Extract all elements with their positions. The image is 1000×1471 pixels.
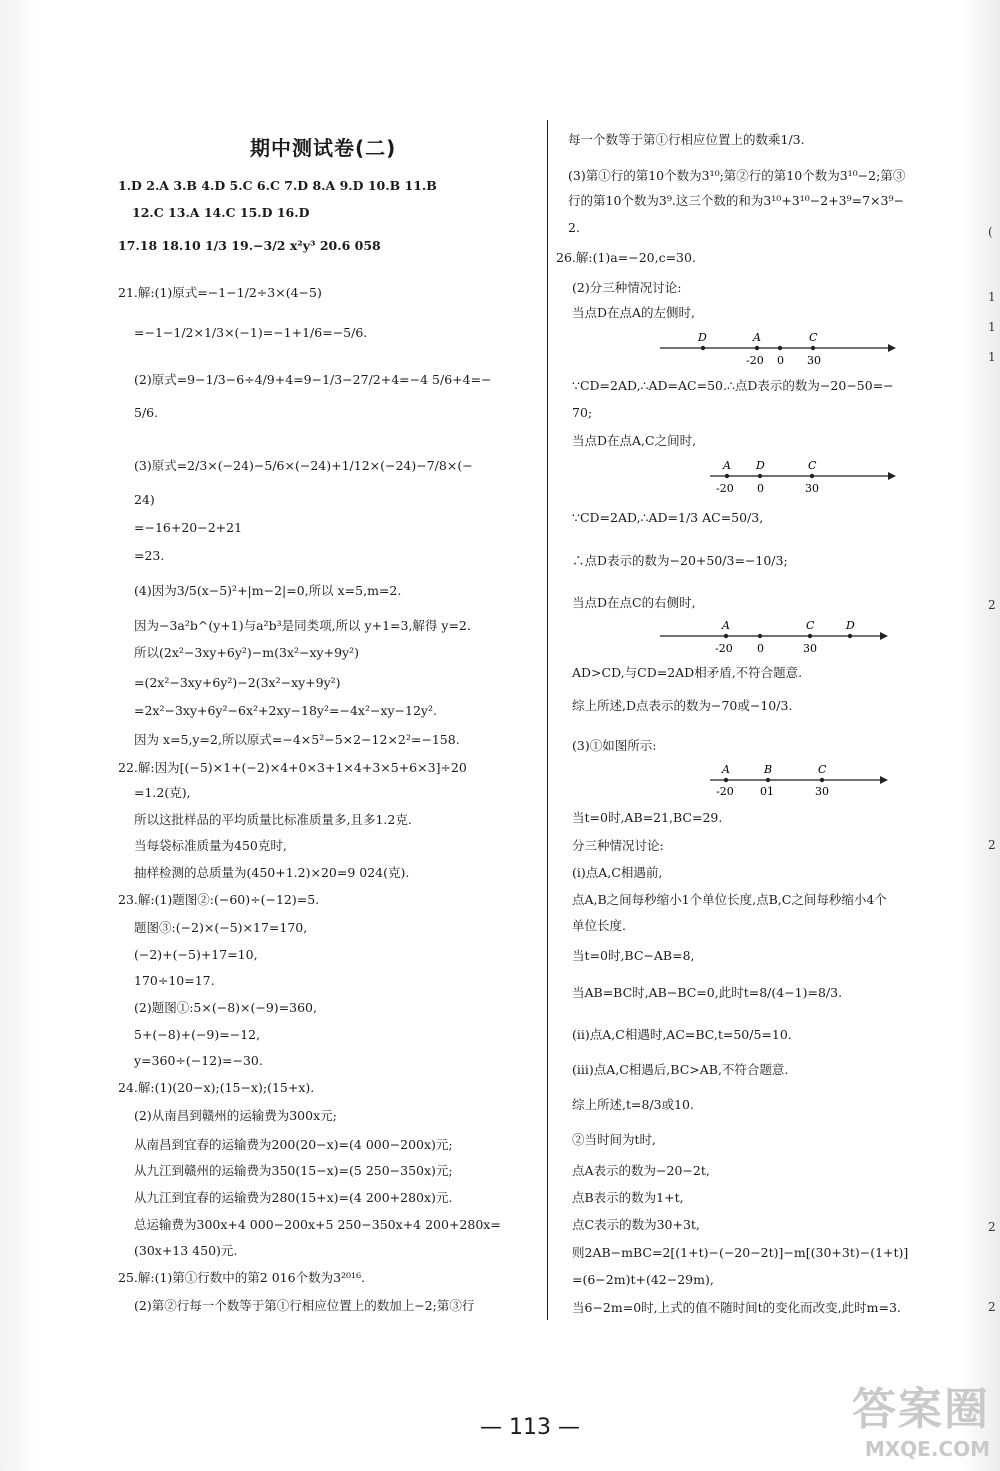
point-label: C	[809, 331, 818, 344]
q21-line: (3)原式=2/3×(−24)−5/6×(−24)+1/12×(−24)−7/8×(−	[134, 458, 473, 473]
watermark-text: 答案圈	[852, 1384, 990, 1435]
tick-label: 30	[807, 354, 821, 367]
q26-line: ∴点D表示的数为−20+50/3=−10/3;	[572, 553, 788, 568]
q26-line: 单位长度.	[572, 918, 626, 933]
q24-line: 从九江到赣州的运输费为350(15−x)=(5 250−350x)元;	[134, 1163, 453, 1178]
point-label: C	[818, 763, 827, 776]
q24-line: (30x+13 450)元.	[134, 1243, 238, 1258]
q21-line: =−1−1/2×1/3×(−1)=−1+1/6=−5/6.	[134, 325, 368, 340]
number-line-1	[660, 330, 900, 372]
q26-line: 70;	[572, 405, 593, 420]
q24-line: 总运输费为300x+4 000−200x+5 250−350x+4 200+280x=	[134, 1217, 501, 1232]
watermark	[852, 1373, 990, 1461]
q24-line: (2)从南昌到赣州的运输费为300x元;	[134, 1108, 337, 1123]
q21-line: 因为 x=5,y=2,所以原式=−4×5²−5×2−12×2²=−158.	[134, 732, 460, 747]
edge-fragment: 1	[988, 290, 996, 304]
tick-label: 30	[803, 642, 817, 655]
answers-row-2: 12.C 13.A 14.C 15.D 16.D	[132, 205, 310, 220]
q23-line: 题图③:(−2)×(−5)×17=170,	[134, 920, 308, 935]
q25-line: (2)第②行每一个数等于第①行相应位置上的数加上−2;第③行	[134, 1298, 475, 1313]
point-label: D	[846, 619, 855, 632]
tick-label: -20	[746, 354, 764, 367]
q26-line: 点C表示的数为30+3t,	[572, 1217, 700, 1232]
q21-line: =(2x²−3xy+6y²)−2(3x²−xy+9y²)	[134, 675, 341, 690]
q25-line: 25.解:(1)第①行数中的第2 016个数为3²⁰¹⁶.	[118, 1270, 366, 1285]
q25-cont: 2.	[568, 220, 580, 235]
q23-line: (2)题图①:5×(−8)×(−9)=360,	[134, 1000, 317, 1015]
column-divider	[547, 120, 548, 1320]
q26-line: 当点D在点C的右侧时,	[572, 595, 696, 610]
point-label: A	[723, 459, 731, 472]
q26-line: 则2AB−mBC=2[(1+t)−(−20−2t)]−m[(30+3t)−(1+t)]	[572, 1245, 909, 1260]
point-label: C	[808, 459, 817, 472]
tick-label: -20	[716, 785, 734, 798]
q21-line: 5/6.	[134, 405, 159, 420]
q26-line: (ⅲ)点A,C相遇后,BC>AB,不符合题意.	[572, 1062, 789, 1077]
q26-line: AD>CD,与CD=2AD相矛盾,不符合题意.	[572, 665, 803, 680]
q22-line: 抽样检测的总质量为(450+1.2)×20=9 024(克).	[134, 865, 410, 880]
q26-line: 当6−2m=0时,上式的值不随时间t的变化而改变,此时m=3.	[572, 1300, 901, 1315]
q22-line: 22.解:因为[(−5)×1+(−2)×4+0×3+1×4+3×5+6×3]÷20	[118, 760, 467, 775]
q26-line: (ⅱ)点A,C相遇时,AC=BC,t=50/5=10.	[572, 1027, 792, 1042]
edge-fragment: 1	[988, 350, 996, 364]
q23-line: 170÷10=17.	[134, 973, 215, 988]
number-line-2	[710, 458, 900, 500]
q26-line: 当t=0时,BC−AB=8,	[572, 948, 695, 963]
edge-fragment: 2	[988, 598, 996, 612]
q26-line: 26.解:(1)a=−20,c=30.	[556, 250, 696, 265]
q21-line: (4)因为3/5(x−5)²+|m−2|=0,所以 x=5,m=2.	[134, 583, 402, 598]
q26-line: 点B表示的数为1+t,	[572, 1190, 684, 1205]
tick-label: -20	[715, 642, 733, 655]
point-label: D	[756, 459, 765, 472]
edge-fragment: 2	[988, 1300, 996, 1314]
edge-fragment: 2	[988, 838, 996, 852]
q26-line: 点A表示的数为−20−2t,	[572, 1163, 710, 1178]
point-label: D	[698, 331, 707, 344]
tick-label: 30	[805, 482, 819, 495]
q23-line: (−2)+(−5)+17=10,	[134, 947, 258, 962]
tick-label: 0	[777, 354, 784, 367]
point-label: B	[764, 763, 773, 776]
q22-line: 当每袋标准质量为450克时,	[134, 838, 287, 853]
q23-line: y=360÷(−12)=−30.	[134, 1053, 263, 1068]
q25-cont: 每一个数等于第①行相应位置上的数乘1/3.	[568, 132, 805, 147]
q25-cont: 行的第10个数为3⁹.这三个数的和为3¹⁰+3¹⁰−2+3⁹=7×3⁹−	[568, 193, 904, 208]
q26-line: 当AB=BC时,AB−BC=0,此时t=8/(4−1)=8/3.	[572, 985, 843, 1000]
q22-line: 所以这批样品的平均质量比标准质量多,且多1.2克.	[134, 812, 412, 827]
q26-line: 综上所述,t=8/3或10.	[572, 1097, 694, 1112]
answers-row-1: 1.D 2.A 3.B 4.D 5.C 6.C 7.D 8.A 9.D 10.B 11.B	[118, 178, 437, 193]
q25-cont: (3)第①行的第10个数为3¹⁰;第②行的第10个数为3¹⁰−2;第③	[568, 168, 906, 183]
point-label: A	[722, 763, 730, 776]
answers-row-3: 17.18 18.10 1/3 19.−3/2 x²y³ 20.6 058	[118, 238, 381, 253]
tick-label: -20	[716, 482, 734, 495]
edge-fragment: 2	[988, 1220, 996, 1234]
q26-line: (2)分三种情况讨论:	[572, 280, 682, 295]
q21-line: =2x²−3xy+6y²−6x²+2xy−18y²=−4x²−xy−12y².	[134, 703, 437, 718]
q21-line: 24)	[134, 492, 155, 507]
number-line-4	[710, 758, 900, 800]
edge-fragment: (	[988, 225, 993, 239]
tick-label: 0	[757, 482, 764, 495]
q21-line: =23.	[134, 548, 165, 563]
q22-line: =1.2(克),	[134, 785, 191, 800]
q26-line: 综上所述,D点表示的数为−70或−10/3.	[572, 698, 793, 713]
point-label: C	[806, 619, 815, 632]
q21-line: =−16+20−2+21	[134, 520, 243, 535]
q26-line: 当t=0时,AB=21,BC=29.	[572, 810, 723, 825]
tick-label: 01	[760, 785, 774, 798]
q23-line: 5+(−8)+(−9)=−12,	[134, 1027, 261, 1042]
q21-line: 21.解:(1)原式=−1−1/2÷3×(4−5)	[118, 285, 322, 300]
q24-line: 从九江到宜春的运输费为280(15+x)=(4 200+280x)元.	[134, 1190, 453, 1205]
q21-line: (2)原式=9−1/3−6÷4/9+4=9−1/3−27/2+4=−4 5/6+4=−	[134, 372, 492, 387]
watermark-url: MXQE.COM	[864, 1437, 990, 1461]
edge-fragment: 1	[988, 320, 996, 334]
q26-line: 分三种情况讨论:	[572, 838, 664, 853]
page-title: 期中测试卷(二)	[250, 136, 397, 160]
q26-line: ∵CD=2AD,∴AD=AC=50.∴点D表示的数为−20−50=−	[572, 378, 894, 393]
q26-line: 点A,B之间每秒缩小1个单位长度,点B,C之间每秒缩小4个	[572, 892, 887, 907]
tick-label: 0	[757, 642, 764, 655]
q26-line: =(6−2m)t+(42−29m),	[572, 1272, 714, 1287]
q21-line: 因为−3a²b^(y+1)与a²b³是同类项,所以 y+1=3,解得 y=2.	[134, 618, 471, 633]
q26-line: 当点D在点A的左侧时,	[572, 305, 696, 320]
q26-line: ∵CD=2AD,∴AD=1/3 AC=50/3,	[572, 510, 764, 525]
q26-line: 当点D在点A,C之间时,	[572, 433, 697, 448]
number-line-3	[660, 618, 900, 660]
q26-line: ②当时间为t时,	[572, 1132, 656, 1147]
point-label: A	[753, 331, 761, 344]
q23-line: 23.解:(1)题图②:(−60)÷(−12)=5.	[118, 892, 320, 907]
q21-line: 所以(2x²−3xy+6y²)−m(3x²−xy+9y²)	[134, 645, 359, 660]
page-number: — 113 —	[480, 1415, 580, 1440]
q24-line: 24.解:(1)(20−x);(15−x);(15+x).	[118, 1080, 315, 1095]
q26-line: (ⅰ)点A,C相遇前,	[572, 865, 663, 880]
point-label: A	[722, 619, 730, 632]
tick-label: 30	[815, 785, 829, 798]
q26-line: (3)①如图所示:	[572, 738, 657, 753]
q24-line: 从南昌到宜春的运输费为200(20−x)=(4 000−200x)元;	[134, 1137, 453, 1152]
